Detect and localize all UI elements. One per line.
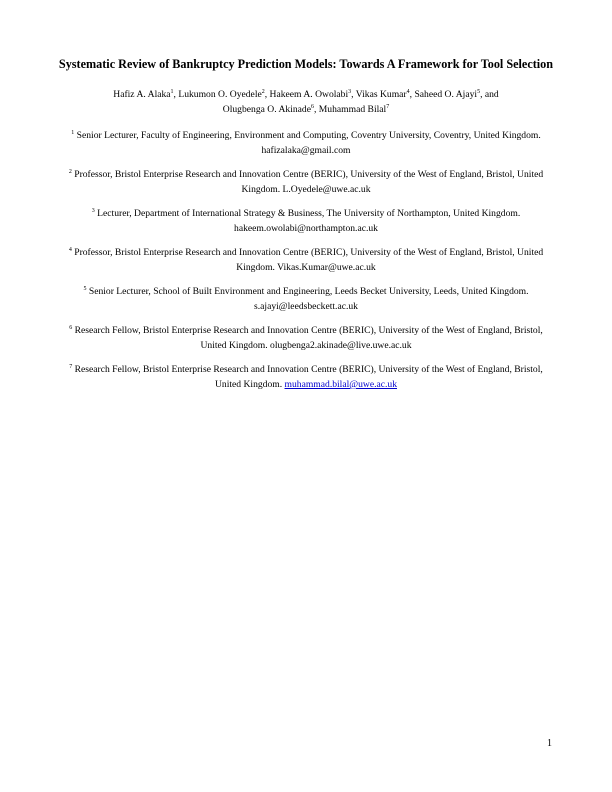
author-superscript: 3 (348, 89, 352, 95)
author-name: Vikas Kumar (355, 89, 407, 100)
author-separator: , (351, 89, 356, 100)
affiliation-1 (58, 128, 554, 158)
author-separator: , (313, 104, 319, 115)
author-name: Hafiz A. Alaka (113, 89, 171, 100)
affiliation-number: 3 (91, 208, 95, 214)
author-superscript: 5 (477, 89, 481, 95)
author-name: Saheed O. Ajayi (414, 89, 478, 100)
author-superscript: 7 (386, 104, 390, 110)
affiliation-number: 6 (69, 325, 73, 331)
page-number: 1 (547, 738, 552, 749)
title-page-content (58, 56, 554, 401)
author-superscript: 6 (310, 104, 314, 110)
affiliation-number: 7 (69, 364, 73, 370)
affiliation-3 (58, 206, 554, 236)
affiliation-number: 5 (83, 286, 87, 292)
author-superscript: 4 (406, 89, 410, 95)
affiliation-text: Professor, Bristol Enterprise Research and Innovation Centre (BERIC), University of the West of England, Bristol, United Kingdom. L.Oyedele@uwe.ac.uk (74, 169, 544, 195)
author-separator: , and (480, 89, 499, 100)
affiliation-4 (58, 245, 554, 275)
affiliation-number: 2 (68, 169, 72, 175)
affiliation-2 (58, 167, 554, 197)
author-separator: , (409, 89, 415, 100)
affiliation-5 (58, 284, 554, 314)
affiliation-7 (58, 362, 554, 392)
author-superscript: 1 (170, 89, 174, 95)
author-name: Muhammad Bilal (318, 104, 387, 115)
affiliation-text: Research Fellow, Bristol Enterprise Research and Innovation Centre (BERIC), University of the West of England, Bristol, United Kingdom. (74, 364, 543, 390)
author-list (58, 87, 554, 117)
affiliation-6 (58, 323, 554, 353)
author-name: Lukumon O. Oyedele (178, 89, 262, 100)
author-separator: , (264, 89, 270, 100)
author-separator: , (173, 89, 179, 100)
author-superscript: 2 (261, 89, 265, 95)
author-name: Olugbenga O. Akinade (222, 104, 311, 115)
affiliation-text: Lecturer, Department of International Strategy & Business, The University of Northampton, United Kingdom. hakeem.owolabi@northampton.ac.uk (97, 208, 521, 234)
affiliation-text: Senior Lecturer, School of Built Environment and Engineering, Leeds Becket University, Leeds, United Kingdom. s.ajayi@leedsbeckett.ac.uk (88, 286, 529, 312)
affiliation-text: Professor, Bristol Enterprise Research and Innovation Centre (BERIC), University of the West of England, Bristol, United Kingdom. Vikas.Kumar@uwe.ac.uk (74, 247, 544, 273)
author-name: Hakeem A. Owolabi (269, 89, 349, 100)
affiliation-text: Senior Lecturer, Faculty of Engineering, Environment and Computing, Coventry University, Coventry, United Kingdom. hafizalaka@gmail.com (76, 130, 541, 156)
affiliation-number: 4 (68, 247, 72, 253)
paper-title: Systematic Review of Bankruptcy Prediction Models: Towards A Framework for Tool Selection (58, 57, 554, 71)
email-link[interactable]: muhammad.bilal@uwe.ac.uk (284, 379, 398, 390)
affiliation-text: Research Fellow, Bristol Enterprise Research and Innovation Centre (BERIC), University of the West of England, Bristol, United Kingdom. olugbenga2.akinade@live.uwe.ac.uk (74, 325, 543, 351)
affiliation-number: 1 (71, 130, 75, 136)
